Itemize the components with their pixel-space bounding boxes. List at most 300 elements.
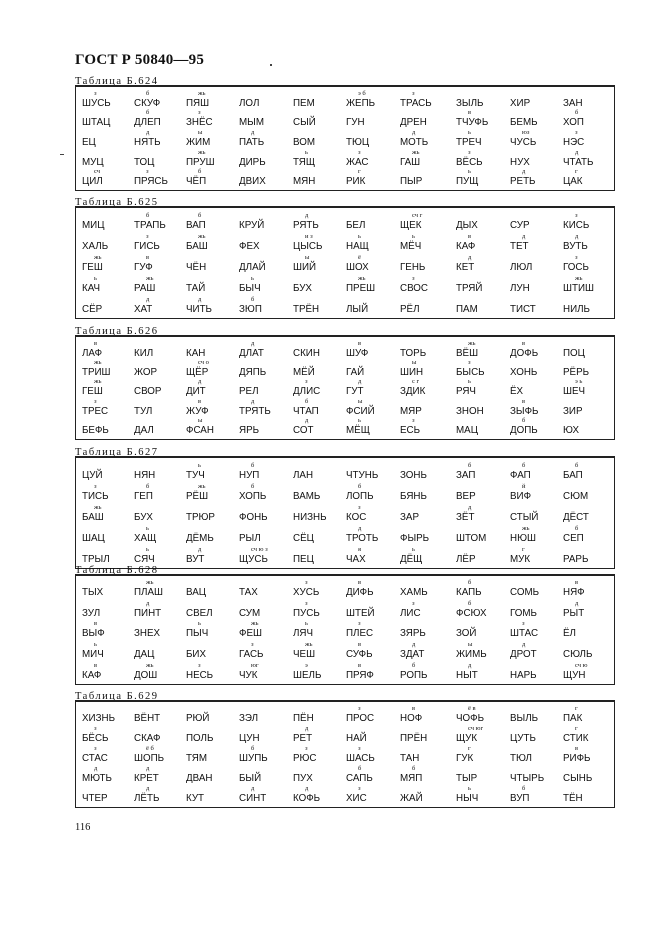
transcription-mark: в (468, 109, 472, 117)
word-text: ШИЙ (293, 261, 317, 273)
word-text: КАЧ (82, 282, 101, 294)
word-text: РЕТ (293, 733, 313, 744)
table-row (76, 642, 614, 663)
transcription-mark: б (251, 482, 255, 490)
word-text: ШЕЛЬ (293, 669, 322, 681)
word-text: ТЁН (563, 793, 583, 804)
transcription-mark: в (358, 579, 362, 587)
word-text: ЗЫЛЬ (456, 97, 484, 109)
transcription-mark: жь (412, 148, 420, 156)
word-text: ШАСЬ (346, 753, 375, 764)
word-text: ПРЁН (400, 733, 428, 744)
word-text: ЗЫФЬ (510, 405, 539, 417)
word-text: ЗИР (563, 405, 583, 417)
word-text: ПОЛЬ (186, 733, 214, 744)
word-text: СВОС (400, 282, 428, 294)
transcription-mark: з (412, 274, 415, 282)
word-text: ДОФЬ (510, 347, 539, 359)
word-text: СКУФ (134, 97, 161, 109)
word-text: СЫНЬ (563, 773, 593, 784)
word-text: МУЦ (82, 156, 104, 168)
transcription-mark: э б (358, 89, 366, 97)
transcription-mark: д (468, 661, 472, 669)
transcription-mark: жь (305, 641, 313, 649)
transcription-mark: д (305, 211, 309, 219)
table-row (76, 546, 614, 567)
word-text: ПУХ (293, 773, 313, 784)
word-text: ВАП (186, 219, 206, 231)
word-text: ЧИТЬ (186, 303, 212, 315)
transcription-mark: з (305, 745, 308, 752)
transcription-mark: г (575, 725, 578, 732)
word-text: МЯР (400, 405, 422, 417)
word-text: ЧТЫРЬ (510, 773, 545, 784)
word-text: ДЛЕП (134, 117, 161, 129)
transcription-mark: ё б (146, 745, 154, 752)
transcription-mark: д (198, 545, 202, 553)
transcription-mark: б (305, 397, 309, 405)
word-text: БУХ (293, 282, 312, 294)
word-text: ХИР (510, 97, 531, 109)
word-text: КИЛ (134, 347, 154, 359)
word-text: РЁЛ (400, 303, 420, 315)
table-row (76, 766, 614, 786)
word-text: НЮШ (510, 532, 536, 544)
transcription-mark: б (575, 109, 579, 117)
word-text: ФСЮХ (456, 607, 487, 619)
transcription-mark: ь (468, 168, 471, 176)
transcription-mark: з (94, 745, 97, 752)
word-text: ЛАФ (82, 347, 103, 359)
transcription-mark: д (146, 765, 150, 772)
table-row (76, 706, 614, 726)
word-text: ПЫЧ (186, 628, 209, 640)
transcription-mark: в (94, 661, 98, 669)
transcription-mark: з (412, 89, 415, 97)
transcription-mark: э (305, 661, 308, 669)
transcription-mark: г (575, 705, 578, 712)
transcription-mark: и з (305, 232, 313, 240)
word-text: МЯП (400, 773, 423, 784)
word-text: ЖИМЬ (456, 649, 487, 661)
word-text: САПЬ (346, 773, 373, 784)
word-text: ЦУЙ (82, 469, 103, 481)
table-row (76, 91, 614, 111)
word-text: СОМЬ (510, 587, 540, 599)
transcription-mark: ь (305, 620, 308, 628)
transcription-mark: з (305, 378, 308, 386)
word-text: ТЯЩ (293, 156, 316, 168)
word-text: ДЁЩ (400, 553, 423, 565)
word-text: ПЛАШ (134, 587, 163, 599)
transcription-mark: я (358, 545, 361, 553)
word-text: ВЁНТ (134, 713, 161, 724)
transcription-mark: б (358, 482, 362, 490)
word-text: ЗЮП (239, 303, 262, 315)
word-text: ЧАХ (346, 553, 366, 565)
word-text: СЯЧ (134, 553, 155, 565)
word-text: РИФЬ (563, 753, 591, 764)
word-text: МИЦ (82, 219, 105, 231)
word-text: ТИСТ (510, 303, 536, 315)
transcription-mark: сч юг (468, 725, 484, 732)
word-text: НЯФ (563, 587, 585, 599)
transcription-mark: жь (146, 661, 154, 669)
word-text: ТРАСЬ (400, 97, 432, 109)
transcription-mark: б (468, 579, 472, 587)
word-text: ГАСЬ (239, 649, 264, 661)
table-caption: Таблица Б.626 (75, 326, 159, 337)
word-text: ТАХ (239, 587, 258, 599)
transcription-mark: д (522, 168, 526, 176)
transcription-mark: д (146, 128, 150, 136)
table-caption: Таблица Б.629 (75, 691, 159, 702)
word-text: ТРОТЬ (346, 532, 379, 544)
word-text: НАРЬ (510, 669, 537, 681)
word-text: МЁЧ (400, 240, 422, 252)
word-text: ГИСЬ (134, 240, 160, 252)
transcription-mark: жь (575, 274, 583, 282)
transcription-mark: з (146, 168, 149, 176)
transcription-mark: з (468, 148, 471, 156)
word-text: НУП (239, 469, 260, 481)
word-text: ВАЦ (186, 587, 206, 599)
word-text: БАШ (82, 511, 104, 523)
word-text: НЫТ (456, 669, 478, 681)
word-text: КАН (186, 347, 206, 359)
word-text: ВЁШ (456, 347, 479, 359)
word-text: СТАС (82, 753, 108, 764)
transcription-mark: в (198, 397, 202, 405)
word-text: ЧЁН (186, 261, 207, 273)
word-text: ДЯПЬ (239, 367, 267, 379)
transcription-mark: з (358, 705, 361, 712)
transcription-mark: б (522, 785, 526, 792)
word-text: ТИСЬ (82, 490, 109, 502)
word-text: ЛУН (510, 282, 530, 294)
word-text: ТУЧ (186, 469, 205, 481)
transcription-mark: с г (412, 378, 420, 386)
word-text: БЁСЬ (82, 733, 109, 744)
transcription-mark: з (522, 620, 525, 628)
word-text: ТОЦ (134, 156, 155, 168)
word-text: ВАМЬ (293, 490, 321, 502)
table-row (76, 419, 614, 438)
word-text: ДЫХ (456, 219, 478, 231)
transcription-mark: б (198, 211, 202, 219)
word-text: ХАЛЬ (82, 240, 109, 252)
transcription-mark: з (198, 109, 201, 117)
word-text: ЗОЙ (456, 628, 477, 640)
word-text: ПОЦ (563, 347, 585, 359)
word-table (75, 456, 615, 569)
word-text: ПАТЬ (239, 136, 265, 148)
transcription-mark: ь (94, 641, 97, 649)
page-number: 116 (75, 822, 91, 833)
word-text: ТРЕЧ (456, 136, 482, 148)
word-text: СТЫЙ (510, 511, 539, 523)
transcription-mark: д (146, 295, 150, 303)
word-text: ЛАН (293, 469, 314, 481)
word-text: НЕСЬ (186, 669, 214, 681)
word-text: КУТ (186, 793, 205, 804)
word-table (75, 206, 615, 319)
word-text: ГЕП (134, 490, 153, 502)
word-text: РЯТЬ (293, 219, 319, 231)
word-text: КИСЬ (563, 219, 590, 231)
word-text: ДЛАЙ (239, 261, 266, 273)
transcription-mark: ы (305, 253, 310, 261)
word-text: БЫСЬ (456, 367, 485, 379)
table-row (76, 111, 614, 131)
word-text: СУМ (239, 607, 261, 619)
word-text: СВОР (134, 386, 162, 398)
word-text: ЩУК (456, 733, 478, 744)
word-text: НЯН (134, 469, 156, 481)
transcription-mark: ё (358, 253, 361, 261)
word-text: ЦУТЬ (510, 733, 536, 744)
word-table (75, 335, 615, 440)
transcription-mark: з (251, 641, 254, 649)
word-text: ДИРЬ (239, 156, 266, 168)
word-text: ПРОС (346, 713, 375, 724)
word-text: ГУФ (134, 261, 153, 273)
transcription-mark: д (575, 232, 579, 240)
word-text: РИК (346, 176, 366, 188)
word-text: ЖАЙ (400, 793, 423, 804)
word-text: РЁРЬ (563, 367, 590, 379)
word-text: ХАТ (134, 303, 153, 315)
word-text: ФАП (510, 469, 531, 481)
transcription-mark: д (358, 378, 362, 386)
transcription-mark: д (146, 599, 150, 607)
transcription-mark: в (358, 661, 362, 669)
word-text: СУФЬ (346, 649, 373, 661)
word-text: РЫЛ (239, 532, 261, 544)
word-text: ДВИХ (239, 176, 266, 188)
transcription-mark: з (305, 599, 308, 607)
word-text: РАШ (134, 282, 156, 294)
word-text: ВУТЬ (563, 240, 588, 252)
transcription-mark: б (412, 661, 416, 669)
word-text: СЫЙ (293, 117, 316, 129)
transcription-mark: жь (198, 89, 206, 97)
word-text: ХУСЬ (293, 587, 320, 599)
transcription-mark: юг (251, 661, 259, 669)
word-text: ТЮЦ (346, 136, 370, 148)
word-text: РЕЛ (239, 386, 259, 398)
transcription-mark: ы (198, 128, 203, 136)
word-text: ТРЫЛ (82, 553, 110, 565)
word-text: ЗНЕХ (134, 628, 161, 640)
word-text: МАЦ (456, 425, 478, 437)
transcription-mark: д (146, 785, 150, 792)
word-text: ТРЯЙ (456, 282, 483, 294)
word-text: ШОПЬ (134, 753, 165, 764)
word-text: ДЛАТ (239, 347, 264, 359)
transcription-mark: д (305, 417, 309, 425)
word-text: МИЧ (82, 649, 104, 661)
transcription-mark: б (358, 765, 362, 772)
word-text: РЮС (293, 753, 317, 764)
transcription-mark: д (305, 785, 309, 792)
word-text: ЛОЛ (239, 97, 260, 109)
word-text: ХОПЬ (239, 490, 267, 502)
word-text: МУК (510, 553, 531, 565)
transcription-mark: в (94, 620, 98, 628)
transcription-mark: д (198, 378, 202, 386)
transcription-mark: ь (146, 524, 149, 532)
word-text: СЕП (563, 532, 584, 544)
word-text: ПЯШ (186, 97, 210, 109)
transcription-mark: в (358, 641, 362, 649)
word-text: ДОПЬ (510, 425, 538, 437)
transcription-mark: д (575, 599, 579, 607)
transcription-mark: жь (358, 274, 366, 282)
word-text: ЩУН (563, 669, 586, 681)
word-text: НЭС (563, 136, 585, 148)
transcription-mark: й (522, 482, 526, 490)
word-text: ФЕХ (239, 240, 260, 252)
word-text: ЛЯЧ (293, 628, 314, 640)
word-text: ТРАПЬ (134, 219, 166, 231)
word-text: ЛЫЙ (346, 303, 369, 315)
word-text: РЮЙ (186, 713, 210, 724)
word-text: ЗАР (400, 511, 419, 523)
stray-dot (270, 64, 272, 66)
transcription-mark: д (251, 339, 255, 347)
transcription-mark: в (358, 339, 362, 347)
table-row (76, 525, 614, 546)
word-text: БИХ (186, 649, 207, 661)
word-text: ЗУЛ (82, 607, 101, 619)
word-text: МЁЙ (293, 367, 315, 379)
transcription-mark: в (412, 705, 416, 712)
word-text: ПУСЬ (293, 607, 320, 619)
word-text: СЮМ (563, 490, 589, 502)
word-text: МЯН (293, 176, 316, 188)
word-text: ЗОНЬ (400, 469, 427, 481)
word-text: НАЩ (346, 240, 369, 252)
word-text: ЧЁП (186, 176, 207, 188)
word-text: ТЯМ (186, 753, 208, 764)
word-text: КАФ (456, 240, 476, 252)
word-text: ЗНОН (456, 405, 484, 417)
word-text: ЖАС (346, 156, 369, 168)
transcription-mark: жь (94, 253, 102, 261)
transcription-mark: з (358, 785, 361, 792)
word-text: НЯТЬ (134, 136, 161, 148)
transcription-mark: ь (358, 232, 361, 240)
transcription-mark: ь (198, 620, 201, 628)
transcription-mark: д (468, 253, 472, 261)
word-text: ТРЁН (293, 303, 320, 315)
word-text: БАШ (186, 240, 208, 252)
transcription-mark: жь (198, 148, 206, 156)
word-text: ДИФЬ (346, 587, 374, 599)
transcription-mark: б (522, 417, 526, 425)
word-text: ЮХ (563, 425, 579, 437)
table-row (76, 726, 614, 746)
word-text: ГОСЬ (563, 261, 589, 273)
word-text: ХОП (563, 117, 584, 129)
word-text: ШОХ (346, 261, 369, 273)
word-text: ТРИШ (82, 367, 111, 379)
word-text: ХАЩ (134, 532, 157, 544)
transcription-mark: ь (305, 148, 308, 156)
word-text: ПУЩ (456, 176, 479, 188)
transcription-mark: г (468, 745, 471, 752)
transcription-mark: в (522, 397, 526, 405)
word-text: ПЛЕС (346, 628, 374, 640)
transcription-mark: д (575, 148, 579, 156)
transcription-mark: в (522, 339, 526, 347)
word-text: ХАМЬ (400, 587, 428, 599)
word-text: ЗДАТ (400, 649, 425, 661)
transcription-mark: з (198, 661, 201, 669)
word-text: ФСИЙ (346, 405, 375, 417)
word-text: БЕЛ (346, 219, 366, 231)
transcription-mark: б (146, 109, 150, 117)
table-row (76, 786, 614, 806)
transcription-mark: э ь (575, 378, 583, 386)
word-text: ДОШ (134, 669, 158, 681)
transcription-mark: жь (94, 378, 102, 386)
table-row (76, 462, 614, 483)
table-caption: Таблица Б.627 (75, 447, 159, 458)
word-text: ЁЛ (563, 628, 576, 640)
transcription-mark: ь (468, 785, 471, 792)
word-text: НЫЧ (456, 793, 479, 804)
transcription-mark: жь (146, 579, 154, 587)
word-text: ВЁСЬ (456, 156, 483, 168)
word-text: ШТИШ (563, 282, 594, 294)
table-row (76, 504, 614, 525)
transcription-mark: з (575, 253, 578, 261)
word-text: ФОНЬ (239, 511, 268, 523)
transcription-mark: б (468, 461, 472, 469)
word-text: ЧУСЬ (510, 136, 537, 148)
transcription-mark: жь (198, 482, 206, 490)
word-text: ЗЭЛ (239, 713, 259, 724)
transcription-mark: г (358, 168, 361, 176)
transcription-mark: з (412, 599, 415, 607)
word-text: ЧТУНЬ (346, 469, 379, 481)
word-text: ШТЕЙ (346, 607, 375, 619)
word-text: ФСАН (186, 425, 214, 437)
word-text: ЧТЕР (82, 793, 108, 804)
word-text: ДЁСТ (563, 511, 589, 523)
transcription-mark: ы (198, 417, 203, 425)
table-row (76, 212, 614, 233)
word-text: МЁЩ (346, 425, 370, 437)
word-text: ГЕШ (82, 261, 103, 273)
word-text: ШИН (400, 367, 424, 379)
word-text: СЮЛЬ (563, 649, 593, 661)
transcription-mark: ь (251, 274, 254, 282)
transcription-mark: ы (468, 641, 473, 649)
word-text: ГОМЬ (510, 607, 537, 619)
word-text: БАП (563, 469, 583, 481)
transcription-mark: ь (412, 232, 415, 240)
word-text: ДАЦ (134, 649, 155, 661)
word-text: СОТ (293, 425, 314, 437)
transcription-mark: д (198, 295, 202, 303)
word-text: ШАЦ (82, 532, 105, 544)
transcription-mark: б (146, 89, 150, 97)
transcription-mark: б (198, 168, 202, 176)
word-text: НИЛЬ (563, 303, 590, 315)
